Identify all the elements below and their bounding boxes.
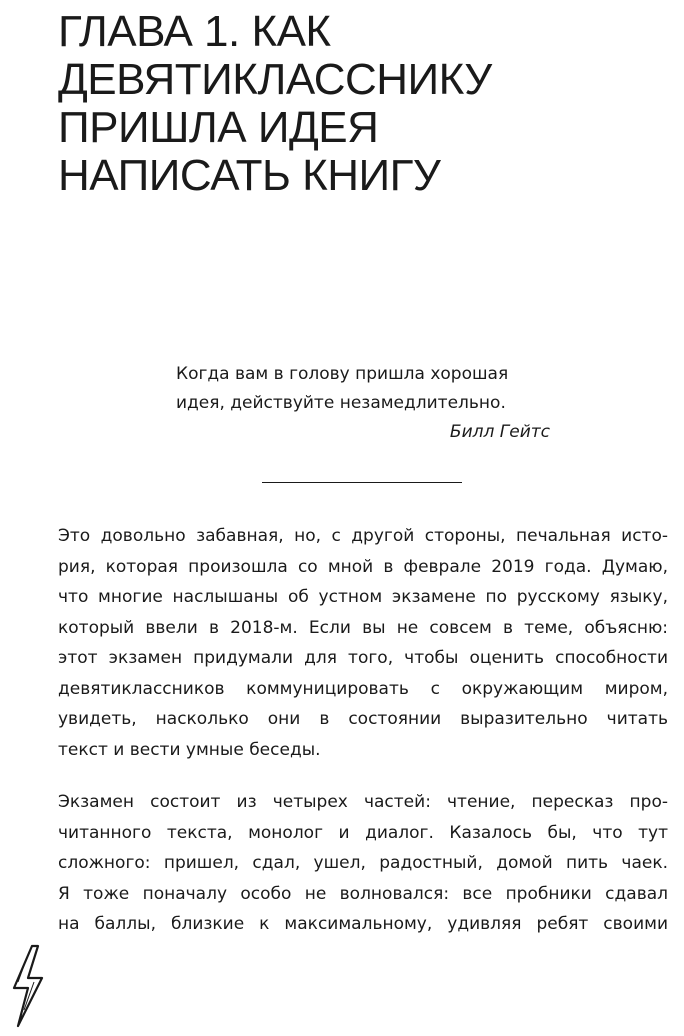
text-line: девятиклассников коммуницировать с окружающим миром, [58,678,668,699]
epigraph-quote-line: идея, действуйте незамедлительно. [176,393,506,413]
text-line: читанного текста, монолог и диалог. Казалось бы, что тут [58,822,668,843]
text-line: Экзамен состоит из четырех частей: чтение, пересказ про- [58,792,668,812]
text-line: сложного: пришел, сдал, ушел, радостный, домой пить чаек. [58,853,668,873]
text-line: на баллы, близкие к максимальному, удивляя ребят своими [58,914,668,934]
text-line: текст и вести умные беседы. [58,739,321,760]
epigraph-divider [262,482,462,483]
text-line: Я тоже поначалу особо не волновался: все пробники сдавал [58,883,668,904]
chapter-title-line: НАПИСАТЬ КНИГУ [58,151,441,200]
chapter-title [58,8,668,200]
epigraph [176,360,556,447]
text-line: что многие наслышаны об устном экзамене по русскому языку, [58,587,668,607]
text-line: увидеть, насколько они в состоянии выразительно читать [58,709,668,729]
chapter-title-line: ГЛАВА 1. КАК [58,7,331,56]
text-line: Это довольно забавная, но, с другой стороны, печальная исто- [58,526,668,546]
chapter-title-line: ДЕВЯТИКЛАССНИКУ [58,55,492,104]
text-line: который ввели в 2018-м. Если вы не совсем в теме, объясню: [58,617,668,638]
paragraph [58,521,668,765]
epigraph-quote-line: Когда вам в голову пришла хорошая [176,364,509,384]
text-line: этот экзамен придумали для того, чтобы оценить способности [58,648,668,668]
chapter-title-line: ПРИШЛА ИДЕЯ [58,103,379,152]
epigraph-author: Билл Гейтс [449,422,550,442]
text-line: рия, которая произошла со мной в феврале 2019 года. Думаю, [58,556,668,577]
paragraph [58,787,668,940]
lightning-bolt-icon [8,944,48,1028]
